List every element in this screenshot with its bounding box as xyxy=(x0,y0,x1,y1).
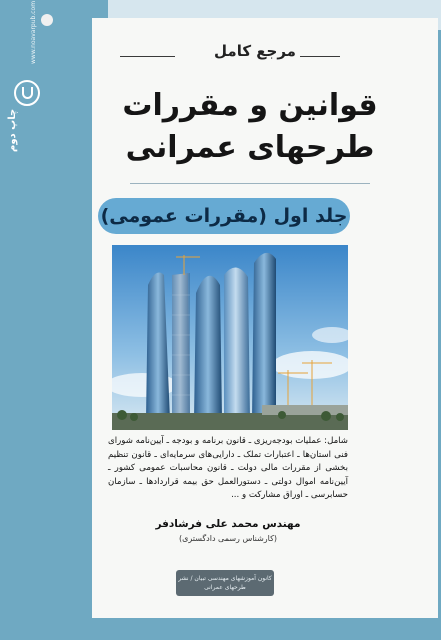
publisher-website: www.noavarpub.com xyxy=(30,0,37,64)
publisher-box xyxy=(176,570,274,596)
author-title: (کارشناس رسمی دادگستری) xyxy=(179,534,277,543)
book-title-line2: طرحهای عمرانی xyxy=(125,130,375,165)
volume-banner xyxy=(98,198,350,234)
publisher-label: کانون آموزشهای مهندسی تبیان / نشر طرحهای عمرانی xyxy=(178,575,272,591)
edition-label: چاپ دوم xyxy=(7,108,18,152)
title-divider xyxy=(130,183,370,184)
series-rule-right xyxy=(300,56,340,57)
sticker-dot xyxy=(41,14,53,26)
contents-description: شامل: عملیات بودجه‌ریزی ـ قانون برنامه و بودجه ـ آیین‌نامه شورای فنی استان‌ها ـ اعتبارات تملک ـ دارایی‌های سرمایه‌ای ـ قانون تنظیم بخشی از مقررات مالی دولت ـ قانون محاسبات عمومی کشور ـ آیین‌نامه اموال دولتی ـ دستورالعمل حق بیمه قراردادها ـ سازمان حسابرسی ـ اوراق مشارکت و ... xyxy=(108,436,348,500)
cover-photo-towers xyxy=(112,245,348,430)
series-label: مرجع کامل xyxy=(214,42,296,60)
book-title-line1: قوانین و مقررات xyxy=(122,88,378,123)
author-name: مهندس محمد علی فرشادفر xyxy=(155,518,301,530)
volume-label: جلد اول (مقررات عمومی) xyxy=(100,205,348,227)
